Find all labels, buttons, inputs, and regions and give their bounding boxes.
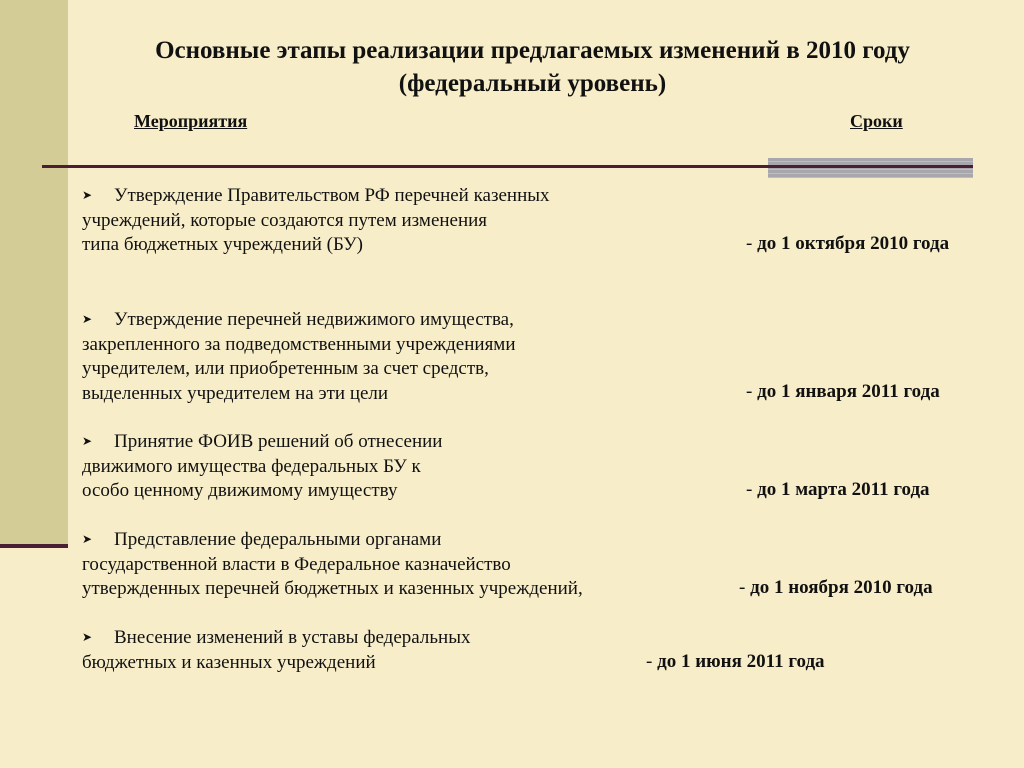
arrow-bullet-icon: ➤ xyxy=(82,312,93,326)
column-header-deadlines: Сроки xyxy=(850,111,903,131)
item-text: Утверждение перечней недвижимого имущества, xyxy=(114,309,514,330)
column-header-measures: Мероприятия xyxy=(134,111,248,131)
item-text: утвержденных перечней бюджетных и казенных учреждений, xyxy=(82,578,583,599)
item-deadline xyxy=(746,232,949,257)
deadline-text: до 1 ноября 2010 года xyxy=(750,577,933,598)
deadline-text: до 1 октября 2010 года xyxy=(757,233,950,254)
item-text: учредителем, или приобретенным за счет средств, xyxy=(82,358,489,379)
deadline-text: до 1 июня 2011 года xyxy=(657,651,825,672)
deadline-dash: - xyxy=(746,233,758,254)
item-text: Представление федеральными органами xyxy=(114,529,442,550)
left-decor-bar xyxy=(0,0,68,548)
deadline-dash: - xyxy=(746,479,758,500)
deadline-text: до 1 марта 2011 года xyxy=(757,479,930,500)
list-item xyxy=(82,307,516,406)
item-text: закрепленного за подведомственными учреждениями xyxy=(82,333,516,355)
item-text: бюджетных и казенных учреждений xyxy=(82,651,376,673)
deadline-text: до 1 января 2011 года xyxy=(757,381,940,402)
arrow-bullet-icon: ➤ xyxy=(82,630,93,644)
list-item xyxy=(82,527,583,602)
header-divider-accent xyxy=(768,158,973,178)
arrow-bullet-icon: ➤ xyxy=(82,434,93,448)
item-deadline xyxy=(646,650,825,675)
left-decor-line xyxy=(0,544,68,548)
item-text: учреждений, которые создаются путем изменения xyxy=(82,209,488,231)
deadline-dash: - xyxy=(646,651,658,672)
arrow-bullet-icon: ➤ xyxy=(82,532,93,546)
item-deadline xyxy=(746,380,940,405)
title-line-1: Основные этапы реализации предлагаемых изменений в 2010 году xyxy=(155,37,910,64)
slide-title xyxy=(60,34,1005,100)
title-line-2: (федеральный уровень) xyxy=(398,70,667,97)
item-text: типа бюджетных учреждений (БУ) xyxy=(82,234,364,255)
list-item xyxy=(82,625,470,675)
item-text: движимого имущества федеральных БУ к xyxy=(82,455,421,477)
item-deadline xyxy=(746,478,930,503)
item-text: Внесение изменений в уставы федеральных xyxy=(114,627,471,648)
deadline-dash: - xyxy=(739,577,751,598)
item-text: Утверждение Правительством РФ перечней казенных xyxy=(114,185,550,206)
item-text: Принятие ФОИВ решений об отнесении xyxy=(114,431,443,452)
item-text: государственной власти в Федеральное казначейство xyxy=(82,553,511,575)
list-item xyxy=(82,429,442,504)
item-deadline xyxy=(739,576,933,601)
item-text: выделенных учредителем на эти цели xyxy=(82,382,389,404)
item-text: особо ценному движимому имуществу xyxy=(82,480,398,501)
deadline-dash: - xyxy=(746,381,758,402)
arrow-bullet-icon: ➤ xyxy=(82,188,93,202)
list-item xyxy=(82,183,550,258)
